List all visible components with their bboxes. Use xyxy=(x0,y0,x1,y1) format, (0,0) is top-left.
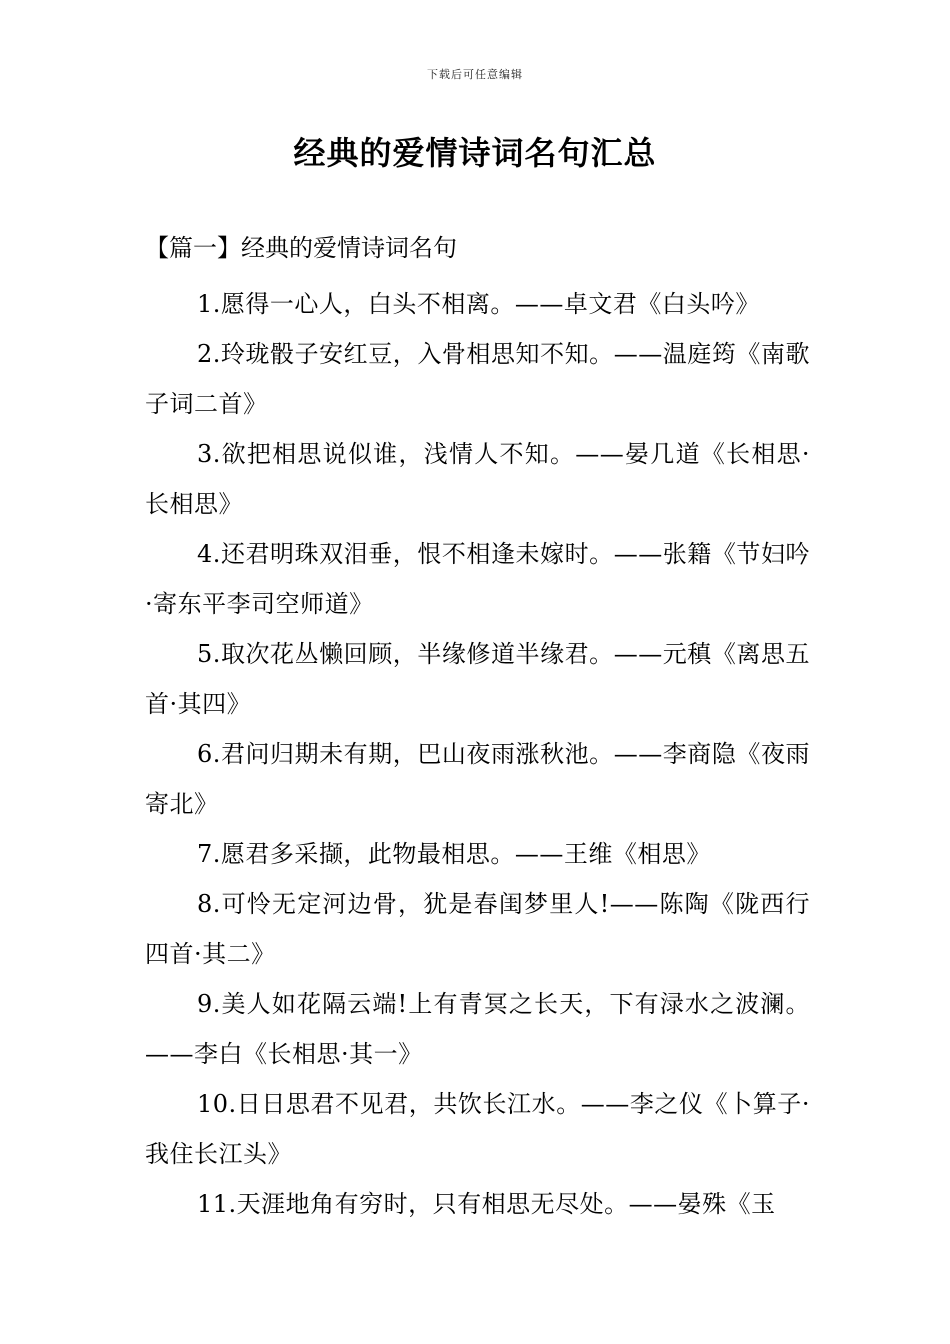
section-heading: 【篇一】经典的爱情诗词名句 xyxy=(145,234,457,262)
poem-list xyxy=(145,279,810,1229)
poem-item-6: 6.君问归期未有期，巴山夜雨涨秋池。——李商隐《夜雨寄北》 xyxy=(145,740,810,818)
poem-item-10: 10.日日思君不见君，共饮长江水。——李之仪《卜算子·我住长江头》 xyxy=(145,1090,810,1168)
poem-item-3: 3.欲把相思说似谁，浅情人不知。——晏几道《长相思·长相思》 xyxy=(145,440,810,518)
poem-item-11: 11.天涯地角有穷时，只有相思无尽处。——晏殊《玉 xyxy=(197,1190,776,1218)
poem-item-2: 2.玲珑骰子安红豆，入骨相思知不知。——温庭筠《南歌子词二首》 xyxy=(145,340,810,418)
poem-item-9: 9.美人如花隔云端!上有青冥之长天，下有渌水之波澜。——李白《长相思·其一》 xyxy=(145,990,810,1068)
poem-item-8: 8.可怜无定河边骨，犹是春闺梦里人!——陈陶《陇西行四首·其二》 xyxy=(145,890,810,968)
poem-item-4: 4.还君明珠双泪垂，恨不相逢未嫁时。——张籍《节妇吟·寄东平李司空师道》 xyxy=(145,540,810,618)
header-note: 下载后可任意编辑 xyxy=(427,68,523,81)
page-title: 经典的爱情诗词名句汇总 xyxy=(293,134,657,172)
poem-item-1: 1.愿得一心人，白头不相离。——卓文君《白头吟》 xyxy=(197,290,760,318)
poem-item-5: 5.取次花丛懒回顾，半缘修道半缘君。——元稹《离思五首·其四》 xyxy=(145,640,810,718)
poem-item-7: 7.愿君多采撷，此物最相思。——王维《相思》 xyxy=(197,840,711,868)
